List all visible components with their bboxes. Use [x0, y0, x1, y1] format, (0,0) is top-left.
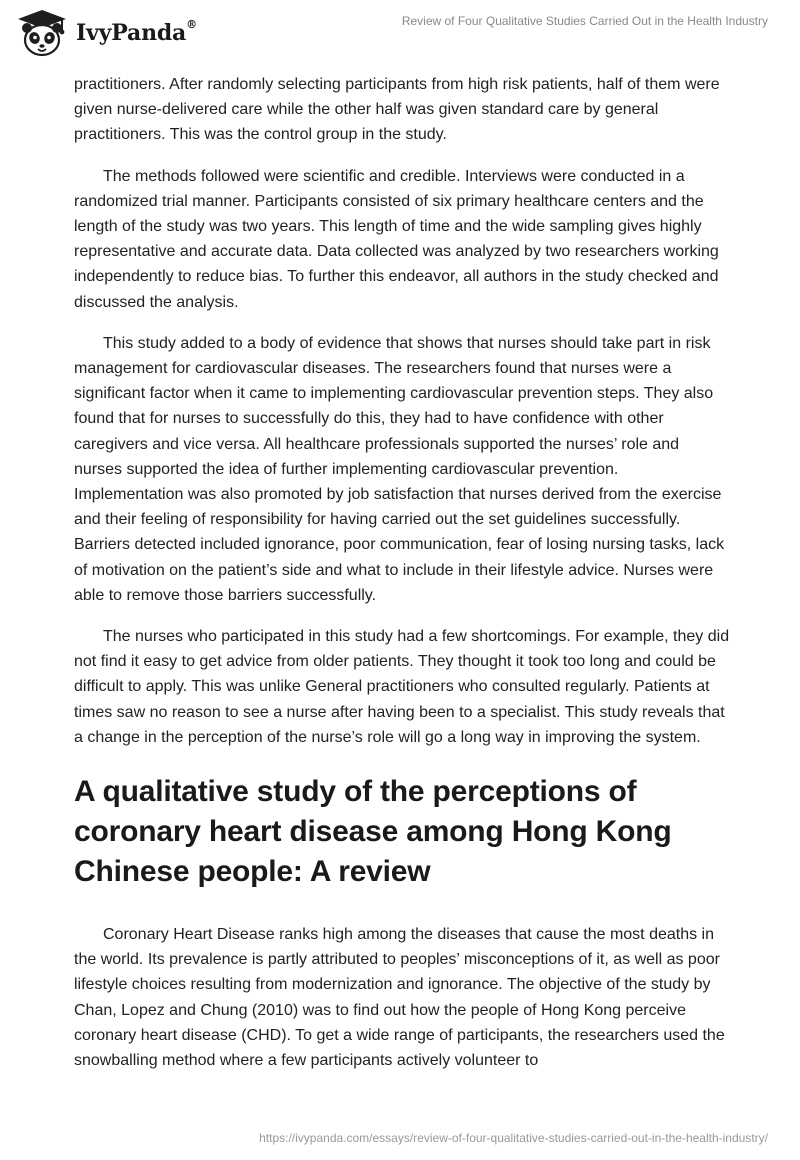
- document-title: Review of Four Qualitative Studies Carried Out in the Health Industry: [401, 14, 768, 28]
- paragraph: The methods followed were scientific and credible. Interviews were conducted in a randomized trial manner. Participants consisted of six primary healthcare centers and the length of the study was two years. This length of time and the wide sampling gives highly representative and accurate data. Data collected was analyzed by two researchers working independently to reduce bias. To further this endeavor, all authors in the study checked and discussed the analysis.: [74, 167, 719, 311]
- logo-wordmark: IvyPanda: [76, 20, 187, 46]
- article-body: [74, 72, 730, 1089]
- paragraph: This study added to a body of evidence that shows that nurses should take part in risk management for cardiovascular diseases. The researchers found that nurses were a significant factor when it came to implementing cardiovascular prevention steps. They also found that for nurses to successfully do this, they had to have confidence with other caregivers and vice versa. All healthcare professionals supported the nurses’ role and nurses supported the idea of further implementing cardiovascular prevention. Implementation was also promoted by job satisfaction that nurses derived from the exercise and their feeling of responsibility for having carried out the set guidelines successfully. Barriers detected included ignorance, poor communication, fear of losing nursing tasks, lack of motivation on the patient’s side and what to include in their lifestyle advice. Nurses were able to remove those barriers successfully.: [74, 334, 725, 604]
- paragraph: Coronary Heart Disease ranks high among the diseases that cause the most deaths in the world. Its prevalence is partly attributed to peoples’ misconceptions of it, as well as poor lifestyle choices resulting from modernization and ignorance. The objective of the study by Chan, Lopez and Chung (2010) was to find out how the people of Hong Kong perceive coronary heart disease (CHD). To get a wide range of participants, the researchers used the snowballing method where a few participants actively volunteer to: [74, 926, 725, 1070]
- paragraph: practitioners. After randomly selecting participants from high risk patients, half of them were given nurse-delivered care while the other half was given standard care by general practitioners. This was the control group in the study.: [74, 76, 720, 144]
- ivypanda-logo[interactable]: [14, 8, 197, 58]
- paragraph: The nurses who participated in this study had a few shortcomings. For example, they did not find it easy to get advice from older patients. They thought it took too long and could be difficult to apply. This was unlike General practitioners who consulted regularly. Patients at times saw no reason to see a nurse after having been to a specialist. This study reveals that a change in the perception of the nurse’s role will go a long way in improving the system.: [74, 628, 730, 746]
- page-header: [0, 0, 800, 70]
- registered-mark: ®: [186, 18, 197, 31]
- footer-url[interactable]: https://ivypanda.com/essays/review-of-four-qualitative-studies-carried-out-in-the-health-industry/: [259, 1131, 768, 1145]
- panda-graduate-icon: [14, 8, 70, 58]
- section-heading: A qualitative study of the perceptions of coronary heart disease among Hong Kong Chinese people: A review: [74, 775, 672, 889]
